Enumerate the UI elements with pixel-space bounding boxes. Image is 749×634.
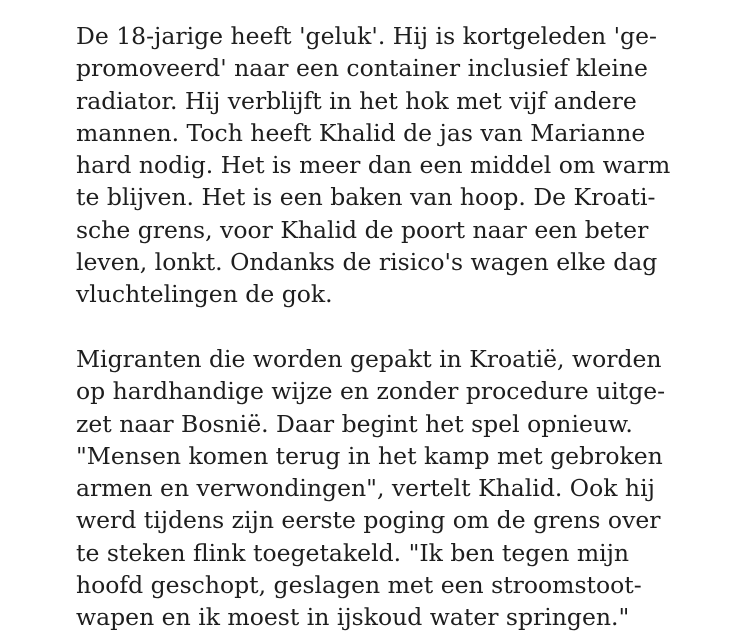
text-line: "Mensen komen terug in het kamp met gebroken — [76, 441, 663, 470]
text-line: te blijven. Het is een baken van hoop. De Kroati- — [76, 183, 656, 212]
text-line: wapen en ik moest in ijskoud water springen." — [76, 603, 630, 632]
text-line: Migranten die worden gepakt in Kroatië, worden — [76, 344, 662, 373]
text-line: sche grens, voor Khalid de poort naar een beter — [76, 215, 649, 244]
paragraph-2 — [76, 343, 736, 634]
text-line: hard nodig. Het is meer dan een middel om warm — [76, 151, 671, 180]
text-line: promoveerd' naar een container inclusief kleine — [76, 54, 648, 83]
text-line: te steken flink toegetakeld. "Ik ben tegen mijn — [76, 538, 630, 567]
text-line: op hardhandige wijze en zonder procedure uitge- — [76, 377, 666, 406]
text-line: De 18-jarige heeft 'geluk'. Hij is kortgeleden 'ge- — [76, 22, 657, 50]
text-line: mannen. Toch heeft Khalid de jas van Marianne — [76, 118, 646, 147]
text-line: zet naar Bosnië. Daar begint het spel opnieuw. — [76, 409, 633, 438]
text-line: armen en verwondingen", vertelt Khalid. Ook hij — [76, 474, 655, 503]
text-line: vluchtelingen de gok. — [76, 280, 333, 309]
text-line: hoofd geschopt, geslagen met een stroomstoot- — [76, 571, 642, 600]
paragraph-1 — [76, 20, 736, 311]
text-line: radiator. Hij verblijft in het hok met vijf andere — [76, 86, 637, 115]
text-line: werd tijdens zijn eerste poging om de grens over — [76, 506, 661, 535]
text-line: leven, lonkt. Ondanks de risico's wagen elke dag — [76, 248, 658, 277]
article-body — [76, 20, 736, 634]
